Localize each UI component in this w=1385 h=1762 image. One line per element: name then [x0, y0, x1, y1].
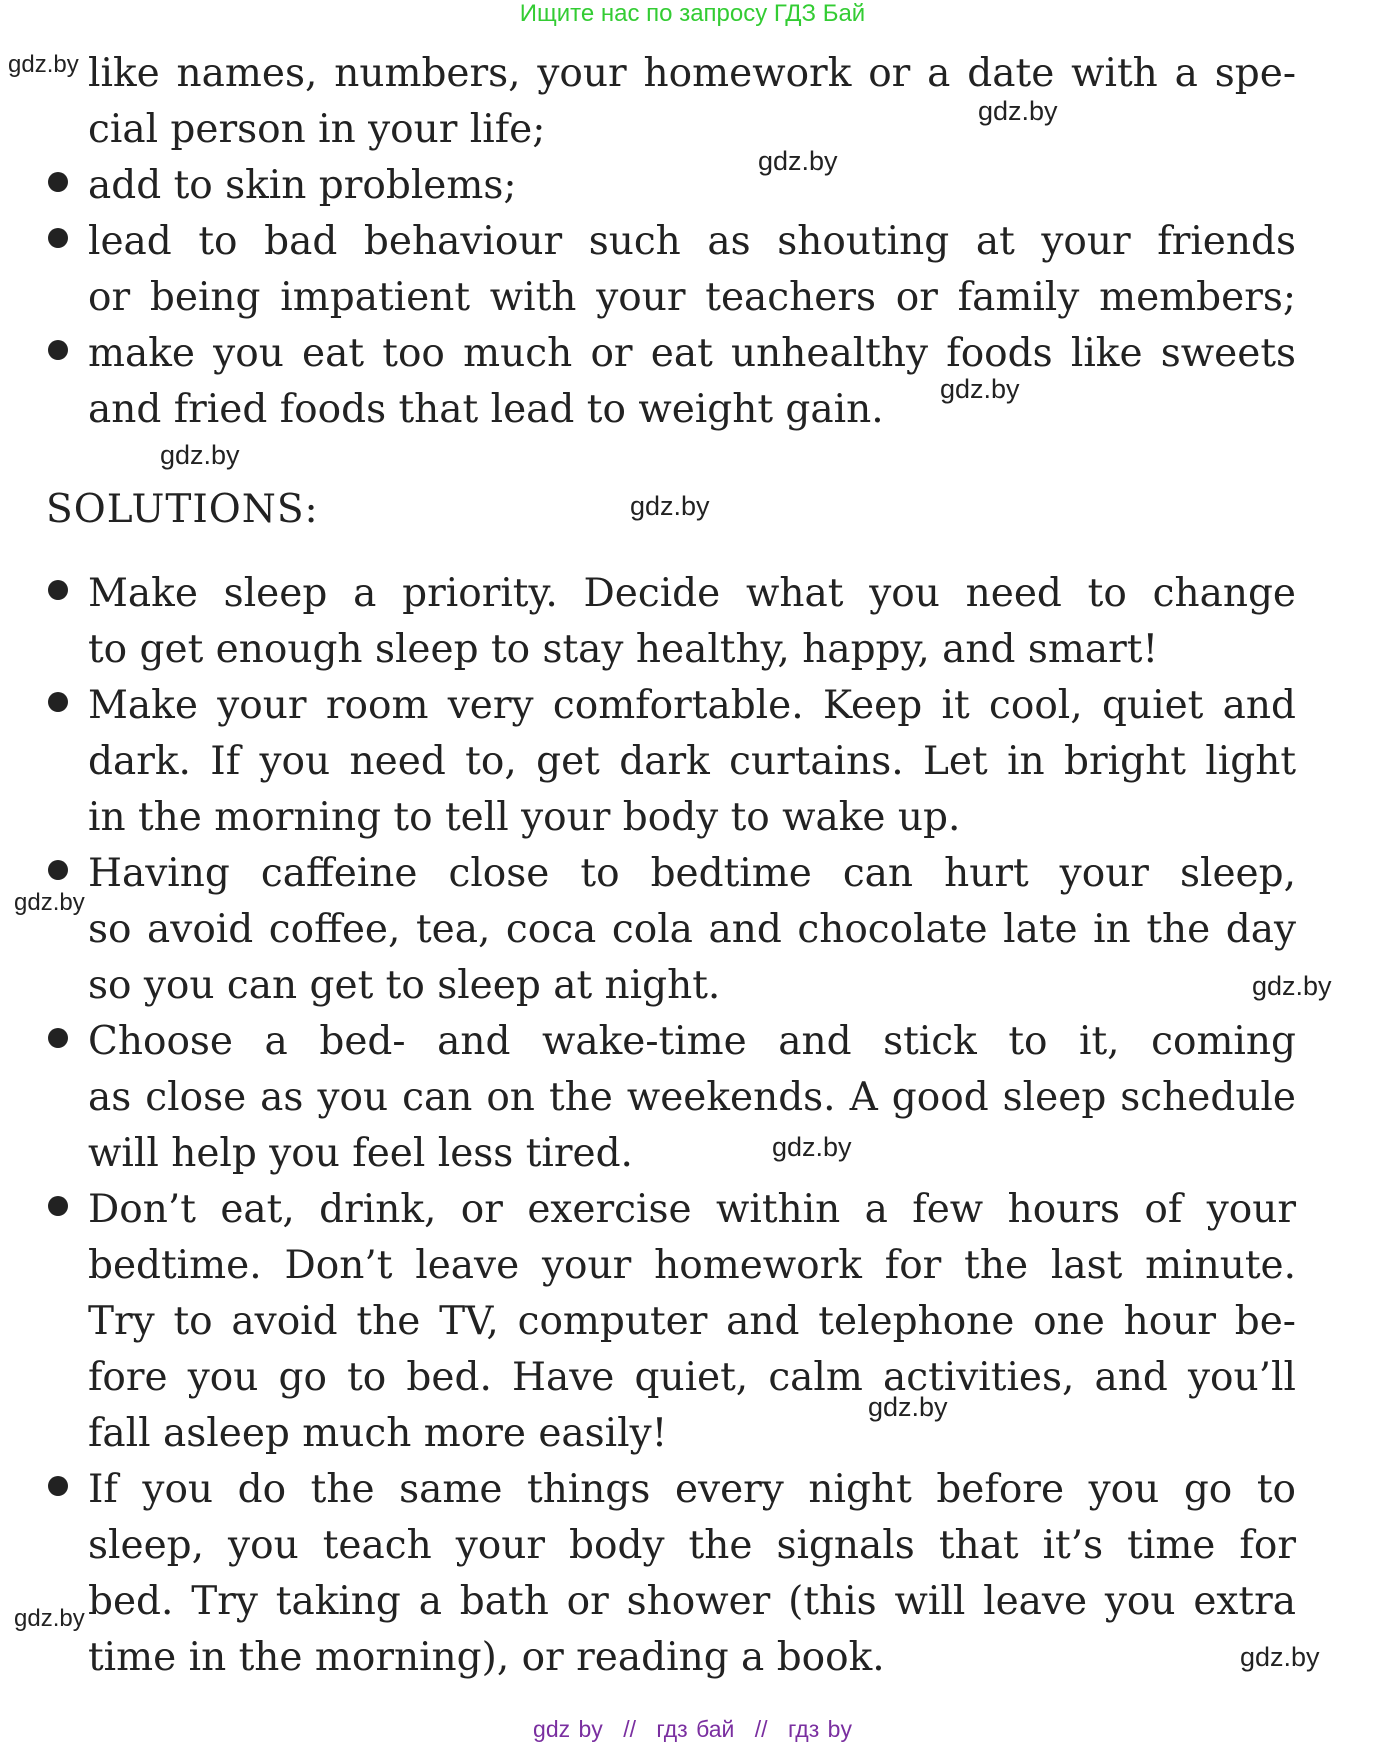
- footer-link-gdz-by[interactable]: gdz by: [533, 1716, 603, 1742]
- text-line: Don’t eat, drink, or exercise within a few hours of your: [88, 1187, 1296, 1232]
- text-line: in the morning to tell your body to wake up.: [88, 795, 961, 840]
- text-line: fall asleep much more easily!: [88, 1411, 668, 1456]
- bullet: [48, 692, 68, 712]
- watermark: gdz.by: [978, 96, 1058, 126]
- text-line: so avoid coffee, tea, coca cola and chocolate late in the day: [88, 907, 1296, 952]
- bullet: [48, 228, 68, 248]
- bullet: [48, 1196, 68, 1216]
- watermark: gdz.by: [14, 1605, 85, 1632]
- text-line: bed. Try taking a bath or shower (this will leave you extra: [88, 1579, 1296, 1624]
- bullet: [48, 1028, 68, 1048]
- text-line: cial person in your life;: [88, 107, 546, 152]
- text-line: Make your room very comfortable. Keep it cool, quiet and: [88, 683, 1296, 728]
- watermark: gdz.by: [14, 889, 85, 916]
- text-line: fore you go to bed. Have quiet, calm activities, and you’ll: [88, 1355, 1296, 1400]
- bullet: [48, 580, 68, 600]
- text-line: sleep, you teach your body the signals that it’s time for: [88, 1523, 1296, 1568]
- text-line: so you can get to sleep at night.: [88, 963, 721, 1008]
- watermark: gdz.by: [1240, 1642, 1320, 1672]
- text-line: bedtime. Don’t leave your homework for the last minute.: [88, 1243, 1296, 1288]
- footer-link-gdz-by-cyr[interactable]: гдз by: [787, 1716, 852, 1742]
- watermark: gdz.by: [8, 51, 79, 78]
- text-line: and fried foods that lead to weight gain.: [88, 387, 884, 432]
- footer-link-gdz-bai[interactable]: гдз бай: [656, 1716, 735, 1742]
- text-line: make you eat too much or eat unhealthy foods like sweets: [88, 331, 1296, 376]
- section-heading: SOLUTIONS:: [46, 487, 319, 532]
- watermark: gdz.by: [940, 374, 1020, 404]
- bullet: [48, 172, 68, 192]
- watermark: gdz.by: [772, 1132, 852, 1162]
- text-line: Make sleep a priority. Decide what you need to change: [88, 571, 1296, 616]
- footer-separator: //: [754, 1716, 768, 1742]
- footer: [0, 1714, 1385, 1744]
- bullet: [48, 860, 68, 880]
- watermark: gdz.by: [868, 1392, 948, 1422]
- text-line: as close as you can on the weekends. A good sleep schedule: [88, 1075, 1296, 1120]
- text-line: dark. If you need to, get dark curtains. Let in bright light: [88, 739, 1296, 784]
- footer-separator: //: [623, 1716, 636, 1742]
- top-banner: Ищите нас по запросу ГДЗ Бай: [519, 0, 866, 27]
- text-line: time in the morning), or reading a book.: [88, 1635, 885, 1680]
- text-line: Having caffeine close to bedtime can hurt your sleep,: [88, 851, 1296, 896]
- text-line: Choose a bed- and wake-time and stick to it, coming: [88, 1019, 1296, 1064]
- text-line: add to skin problems;: [88, 163, 517, 208]
- text-line: or being impatient with your teachers or family members;: [88, 275, 1296, 320]
- text-line: If you do the same things every night before you go to: [88, 1467, 1296, 1512]
- bullet: [48, 1476, 68, 1496]
- bullet: [48, 340, 68, 360]
- text-line: lead to bad behaviour such as shouting at your friends: [88, 219, 1296, 264]
- text-line: like names, numbers, your homework or a date with a spe-: [88, 51, 1296, 96]
- text-line: Try to avoid the TV, computer and telephone one hour be-: [88, 1299, 1296, 1344]
- text-line: will help you feel less tired.: [88, 1131, 633, 1176]
- watermark: gdz.by: [630, 491, 710, 521]
- text-line: to get enough sleep to stay healthy, happy, and smart!: [88, 627, 1159, 672]
- watermark: gdz.by: [758, 146, 838, 176]
- watermark: gdz.by: [1252, 971, 1332, 1001]
- watermark: gdz.by: [160, 440, 240, 470]
